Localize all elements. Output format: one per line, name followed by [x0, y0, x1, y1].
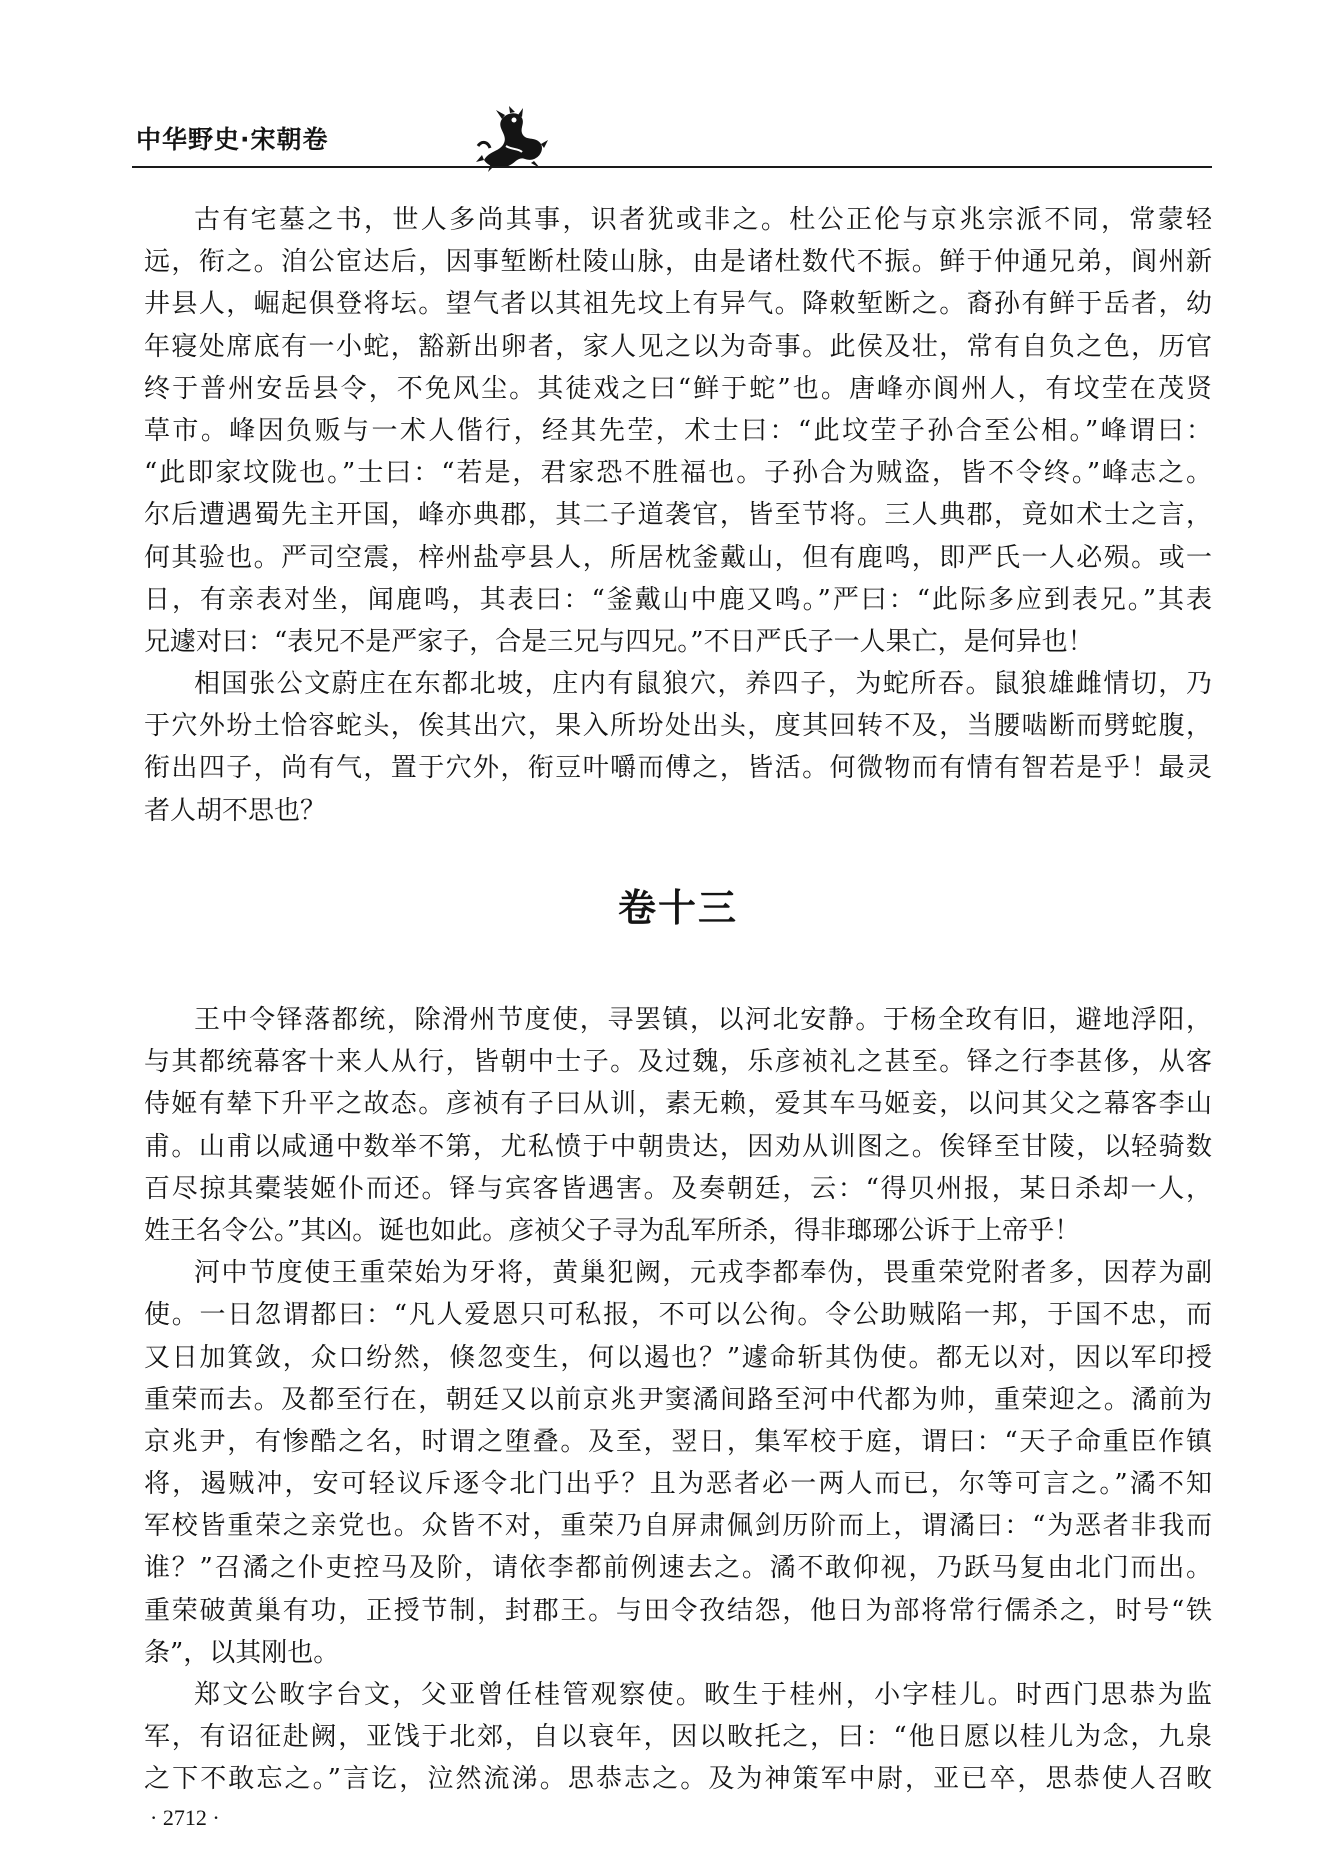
text-line: 京兆尹，有惨酷之名，时谓之堕叠。及至，翌日，集军校于庭，谓曰：“天子命重臣作镇 — [144, 1426, 1212, 1457]
text-line: 百尽掠其橐装姬仆而还。铎与宾客皆遇害。及奏朝廷，云：“得贝州报，某日杀却一人， — [144, 1173, 1212, 1204]
text-line: 谁？”召潏之仆吏控马及阶，请依李都前例速去之。潏不敢仰视，乃跃马复由北门而出。 — [144, 1553, 1212, 1584]
text-line: 郑文公畋字台文，父亚曾任桂管观察使。畋生于桂州，小字桂儿。时西门思恭为监 — [194, 1680, 1212, 1710]
text-line: 将，遏贼冲，安可轻议斥逐令北门出乎？且为恶者必一两人而已，尔等可言之。”潏不知 — [144, 1469, 1212, 1500]
text-line: 军校皆重荣之亲党也。众皆不对，重荣乃自屏肃佩剑历阶而上，谓潏曰：“为恶者非我而 — [144, 1511, 1212, 1542]
text-block-upper — [144, 199, 1212, 832]
text-line: “此即家坟陇也。”士曰：“若是，君家恐不胜福也。子孙合为贼盗，皆不令终。”峰志之。 — [144, 458, 1212, 489]
text-line: 相国张公文蔚庄在东都北坡，庄内有鼠狼穴，养四子，为蛇所吞。鼠狼雄雌情切，乃 — [194, 669, 1212, 700]
paragraph — [144, 663, 1212, 832]
text-line: 河中节度使王重荣始为牙将，黄巢犯阙，元戎李都奉伪，畏重荣党附者多，因荐为副 — [194, 1258, 1212, 1289]
paragraph — [144, 999, 1212, 1252]
text-line: 远，衔之。洎公宦达后，因事堑断杜陵山脉，由是诸杜数代不振。鲜于仲通兄弟，阆州新 — [144, 247, 1212, 278]
text-line: 日，有亲表对坐，闻鹿鸣，其表曰：“釜戴山中鹿又鸣。”严曰：“此际多应到表兄。”其表 — [144, 584, 1212, 615]
text-line: 古有宅墓之书，世人多尚其事，识者犹或非之。杜公正伦与京兆宗派不同，常蒙轻 — [194, 205, 1212, 235]
text-line: 使。一日忽谓都曰：“凡人爱恩只可私报，不可以公徇。令公助贼陷一邦，于国不忠，而 — [144, 1300, 1212, 1331]
paragraph — [144, 1674, 1212, 1801]
text-line: 井县人，崛起俱登将坛。望气者以其祖先坟上有异气。降敕堑断之。裔孙有鲜于岳者，幼 — [144, 289, 1212, 320]
text-line: 又日加箕敛，众口纷然，倏忽变生，何以遏也？”遽命斩其伪使。都无以对，因以军印授 — [144, 1342, 1212, 1373]
text-line: 与其都统幕客十来人从行，皆朝中士子。及过魏，乐彦祯礼之甚至。铎之行李甚侈，从客 — [144, 1047, 1212, 1078]
text-line: 者人胡不思也？ — [144, 795, 327, 826]
running-header-title: 中华野史·宋朝卷 — [136, 125, 329, 154]
text-block-lower — [144, 999, 1212, 1801]
text-line: 条”，以其刚也。 — [144, 1637, 340, 1668]
text-line: 何其验也。严司空震，梓州盐亭县人，所居枕釜戴山，但有鹿鸣，即严氏一人必殒。或一 — [144, 542, 1212, 573]
text-line: 兄遽对曰：“表兄不是严家子，合是三兄与四兄。”不日严氏子一人果亡，是何异也！ — [144, 626, 1094, 657]
text-line: 军，有诏征赴阙，亚饯于北郊，自以衰年，因以畋托之，曰：“他日愿以桂儿为念，九泉 — [144, 1722, 1212, 1753]
header-rule — [132, 166, 1212, 168]
text-line: 终于普州安岳县令，不免风尘。其徒戏之曰“鲜于蛇”也。唐峰亦阆州人，有坟茔在茂贤 — [144, 373, 1212, 404]
text-line: 侍姬有辇下升平之故态。彦祯有子曰从训，素无赖，爱其车马姬妾，以问其父之幕客李山 — [144, 1089, 1212, 1120]
text-line: 姓王名令公。”其凶。诞也如此。彦祯父子寻为乱军所杀，得非瑯琊公诉于上帝乎！ — [144, 1215, 1081, 1246]
dragon-icon — [474, 106, 548, 172]
page-number: · 2712 · — [150, 1805, 220, 1830]
text-line: 草市。峰因负贩与一术人偕行，经其先茔，术士曰：“此坟茔子孙合至公相。”峰谓曰： — [144, 415, 1212, 446]
paragraph — [144, 199, 1212, 663]
text-line: 衔出四子，尚有气，置于穴外，衔豆叶嚼而傅之，皆活。何微物而有情有智若是乎！最灵 — [144, 753, 1212, 784]
text-line: 年寝处席底有一小蛇，豁新出卵者，家人见之以为奇事。此侯及壮，常有自负之色，历官 — [144, 331, 1212, 362]
text-line: 王中令铎落都统，除滑州节度使，寻罢镇，以河北安静。于杨全玫有旧，避地浮阳， — [194, 1005, 1212, 1035]
text-line: 尔后遭遇蜀先主开国，峰亦典郡，其二子道袭官，皆至节将。三人典郡，竟如术士之言， — [144, 500, 1212, 531]
text-line: 之下不敢忘之。”言讫，泣然流涕。思恭志之。及为神策军中尉，亚已卒，思恭使人召畋 — [144, 1764, 1212, 1795]
text-line: 重荣破黄巢有功，正授节制，封郡王。与田令孜结怨，他日为部将常行儒杀之，时号“铁 — [144, 1595, 1212, 1626]
text-line: 于穴外坋土恰容蛇头，俟其出穴，果入所坋处出头，度其回转不及，当腰啮断而劈蛇腹， — [144, 711, 1212, 742]
paragraph — [144, 1252, 1212, 1674]
text-line: 甫。山甫以咸通中数举不第，尤私愤于中朝贵达，因劝从训图之。俟铎至甘陵，以轻骑数 — [144, 1131, 1212, 1162]
chapter-heading: 卷十三 — [617, 886, 738, 930]
text-line: 重荣而去。及都至行在，朝廷又以前京兆尹窦潏间路至河中代都为帅，重荣迎之。潏前为 — [144, 1384, 1212, 1415]
